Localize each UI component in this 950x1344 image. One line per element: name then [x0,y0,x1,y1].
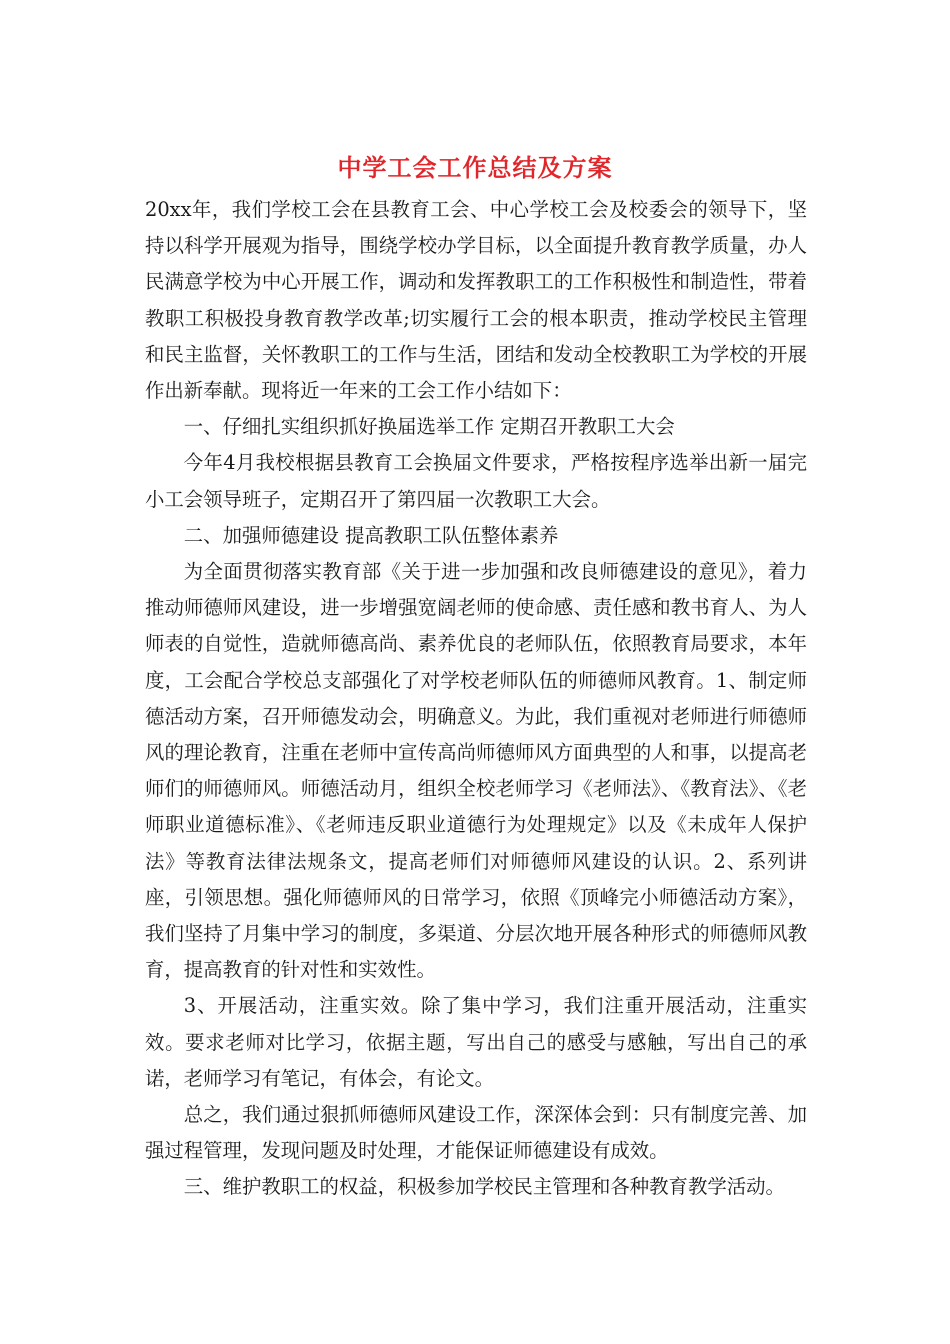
document-title: 中学工会工作总结及方案 [337,153,613,182]
section-heading-3: 三、维护教职工的权益，积极参加学校民主管理和各种教育教学活动。 [183,1175,785,1199]
section-heading-1: 一、仔细扎实组织抓好换届选举工作 定期召开教职工大会 [183,415,675,439]
paragraph-ethics: 为全面贯彻落实教育部《关于进一步加强和改良师德建设的意见》，着力推动师德师风建设，进一步增强宽阔老师的使命感、责任感和教书育人、为人师表的自觉性，造就师德高尚、素养优良的老师队伍，依照教育局要求，本年度，工会配合学校总支部强化了对学校老师队伍的师德师风教育。1、制定师德活动方案，召开师德发动会，明确意义。为此，我们重视对老师进行师德师风的理论教育，注重在老师中宣传高尚师德师风方面典型的人和事，以提高老师们的师德师风。师德活动月，组织全校老师学习《老师法》、《教育法》、《老师职业道德标准》、《老师违反职业道德行为处理规定》以及《未成年人保护法》等教育法律法规条文，提高老师们对师德师风建设的认识。2、系列讲座，引领思想。强化师德师风的日常学习，依照《顶峰完小师德活动方案》，我们坚持了月集中学习的制度，多渠道、分层次地开展各种形式的师德师风教育，提高教育的针对性和实效性。 [145,560,807,982]
section-heading-2: 二、加强师德建设 提高教职工队伍整体素养 [183,523,559,547]
paragraph-conclusion: 总之，我们通过狠抓师德师风建设工作，深深体会到：只有制度完善、加强过程管理，发现问题及时处理，才能保证师德建设有成效。 [145,1103,807,1163]
paragraph-election: 今年4月我校根据县教育工会换届文件要求，严格按程序选举出新一届完小工会领导班子，定期召开了第四届一次教职工大会。 [145,451,807,511]
document-body [145,192,807,1206]
paragraph-activities: 3、开展活动，注重实效。除了集中学习，我们注重开展活动，注重实效。要求老师对比学习，依据主题，写出自己的感受与感触，写出自己的承诺，老师学习有笔记，有体会，有论文。 [145,994,807,1090]
paragraph-intro: 20xx年，我们学校工会在县教育工会、中心学校工会及校委会的领导下，坚持以科学开展观为指导，围绕学校办学目标，以全面提升教育教学质量，办人民满意学校为中心开展工作，调动和发挥教职工的工作积极性和制造性，带着教职工积极投身教育教学改革;切实履行工会的根本职责，推动学校民主管理和民主监督，关怀教职工的工作与生活，团结和发动全校教职工为学校的开展作出新奉献。现将近一年来的工会工作小结如下： [145,198,807,403]
